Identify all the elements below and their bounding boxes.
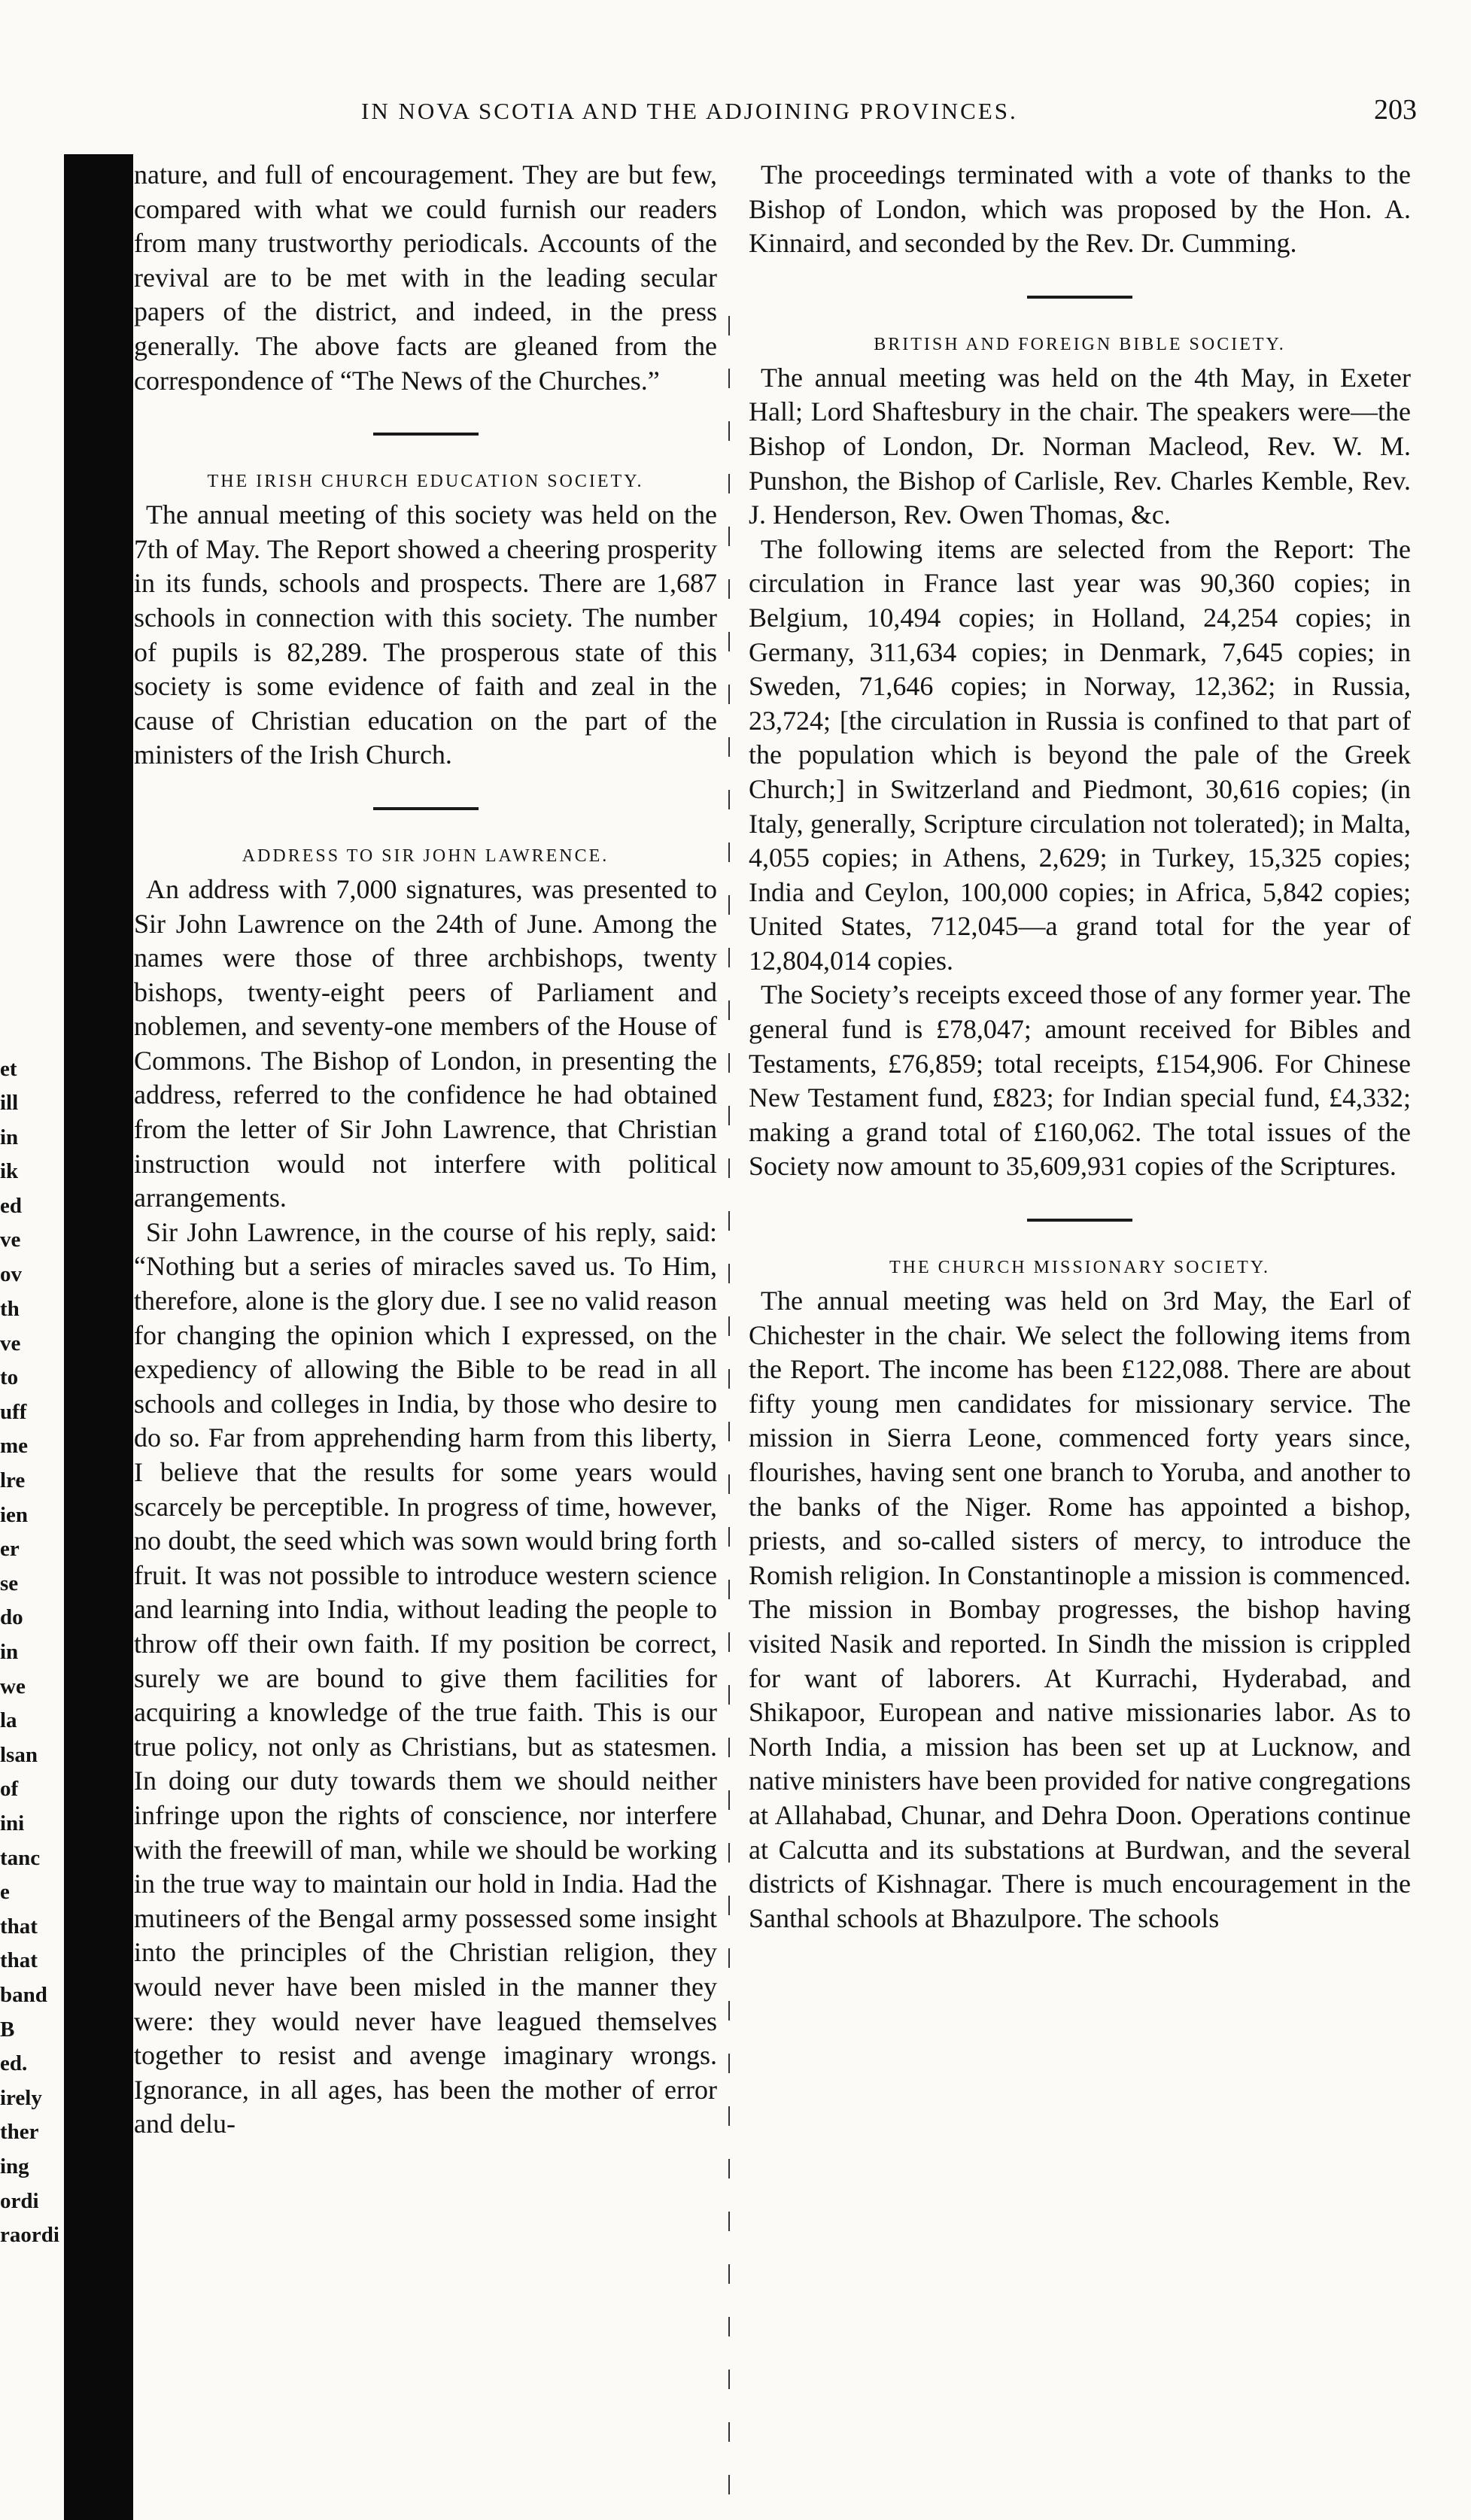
section-rule — [1027, 296, 1132, 299]
bleed-fragment: lre — [0, 1468, 26, 1492]
section-rule — [373, 433, 479, 436]
bleed-fragment: that — [0, 1914, 38, 1939]
paragraph: The following items are selected from the Report: The circulation in France last year was 90,360 copies; in Belgium, 10,494 copies; in Holland, 24,254 copies; in Germany, 311,634 copies; in Denmark, 7,645 copies; in Sweden, 71,646 copies; in Norway, 12,362; in Russia, 23,724; [the circulation in Russia is confined to that part of the population which is beyond the pale of the Greek Church;] in Switzerland and Piedmont, 30,616 copies; (in Italy, generally, Scripture circulation not tolerated); in Malta, 4,055 copies; in Athens, 2,629; in Turkey, 15,325 copies; India and Ceylon, 100,000 copies; in Africa, 5,842 copies; United States, 712,045—a grand total for the year of 12,804,014 copies. — [749, 533, 1411, 976]
bleed-fragment: ed. — [0, 2051, 28, 2075]
bleed-fragment: uff — [0, 1400, 27, 1424]
bleed-fragment: me — [0, 1434, 29, 1458]
bleed-fragment: la — [0, 1708, 17, 1732]
bleed-fragment: se — [0, 1571, 19, 1595]
section-rule — [1027, 1219, 1132, 1222]
section-heading: THE CHURCH MISSIONARY SOCIETY. — [889, 1258, 1271, 1278]
left-column — [134, 158, 717, 2142]
section-heading: THE IRISH CHURCH EDUCATION SOCIETY. — [207, 472, 644, 492]
paragraph: The annual meeting was held on 3rd May, the Earl of Chichester in the chair. We select the following items from the Report. The income has been £122,088. There are about fifty young men candidates for missionary service. The mission in Sierra Leone, commenced forty years since, flourishes, having sent one branch to Yoruba, and another to the banks of the Niger. Rome has appointed a bishop, priests, and so-called sisters of mercy, to introduce the Romish religion. In Constantinople a mission is commenced. The mission in Bombay progresses, the bishop having visited Nasik and reported. In Sindh the mission is crippled for want of laborers. At Kurrachi, Hyderabad, and Shikapoor, European and native missionaries labor. As to North India, a mission has been set up at Lucknow, and native ministers have been provided for native congregations at Allahabad, Chunar, and Dehra Doon. Operations continue at Calcutta and its substations at Burdwan, and the several districts of Kishnagar. There is much encouragement in the Santhal schools at Bhazulpore. The schools — [749, 1286, 1411, 1933]
paragraph: The annual meeting was held on the 4th May, in Exeter Hall; Lord Shaftesbury in the chair. The speakers were—the Bishop of London, Dr. Norman Macleod, Rev. W. M. Punshon, the Bishop of Carlisle, Rev. Charles Kemble, Rev. J. Henderson, Rev. Owen Thomas, &c. — [749, 362, 1411, 530]
bleed-fragment: ve — [0, 1331, 21, 1356]
bleed-fragment: e — [0, 1880, 10, 1904]
page-number: 203 — [1374, 94, 1417, 126]
bleed-fragment: ed — [0, 1194, 22, 1218]
paragraph: An address with 7,000 signatures, was presented to Sir John Lawrence on the 24th of June. Among the names were those of three archbishops, twenty bishops, twenty-eight peers of Parliament and noblemen, and seventy-one members of the House of Commons. The Bishop of London, in presenting the address, referred to the confidence he had obtained from the letter of Sir John Lawrence, that Christian instruction would not interfere with political arrangements. — [134, 873, 717, 1213]
paragraph: The proceedings terminated with a vote of thanks to the Bishop of London, which was proposed by the Hon. A. Kinnaird, and seconded by the Rev. Dr. Cumming. — [749, 159, 1411, 259]
bleed-fragment: in — [0, 1125, 19, 1149]
binding-gutter — [64, 154, 133, 2520]
bleed-fragment: do — [0, 1605, 23, 1629]
bleed-fragment: et — [0, 1057, 17, 1081]
bleed-fragment: th — [0, 1297, 20, 1321]
bleed-fragment: tanc — [0, 1846, 41, 1870]
section-heading: BRITISH AND FOREIGN BIBLE SOCIETY. — [874, 334, 1286, 354]
bleed-fragment: ve — [0, 1228, 21, 1252]
bleed-fragment: of — [0, 1777, 19, 1801]
bleed-fragment: band — [0, 1983, 47, 2007]
bleed-fragment: irely — [0, 2086, 42, 2110]
running-head: IN NOVA SCOTIA AND THE ADJOINING PROVINCES. — [361, 98, 1018, 124]
bleed-fragment: ini — [0, 1811, 25, 1835]
bleed-fragment: er — [0, 1537, 20, 1561]
paragraph: The Society’s receipts exceed those of any former year. The general fund is £78,047; amount received for Bibles and Testaments, £76,859; total receipts, £154,906. For Chinese New Testament fund, £823; for Indian special fund, £4,332; making a grand total of £160,062. The total issues of the Society now amount to 35,609,931 copies of the Scriptures. — [749, 979, 1411, 1182]
bleed-fragment: ther — [0, 2120, 39, 2144]
bleed-fragment: that — [0, 1948, 38, 1972]
bleed-fragment: B — [0, 2018, 15, 2042]
paragraph: The annual meeting of this society was held on the 7th of May. The Report showed a cheering prosperity in its funds, schools and prospects. There are 1,687 schools in connection with this society. The number of pupils is 82,289. The prosperous state of this society is some evidence of faith and zeal in the cause of Christian education on the part of the ministers of the Irish Church. — [134, 499, 717, 770]
bleed-fragment: ing — [0, 2154, 29, 2178]
bleed-fragment: raordi — [0, 2223, 59, 2247]
bleed-fragment: ien — [0, 1503, 29, 1527]
right-column — [749, 158, 1411, 1936]
bleed-fragment: ik — [0, 1159, 19, 1183]
paragraph: Sir John Lawrence, in the course of his reply, said: “Nothing but a series of miracles saved us. To Him, therefore, alone is the glory due. I see no valid reason for changing the opinion which I expressed, on the expediency of allowing the Bible to be read in all schools and colleges in India, by those who desire to do so. Far from apprehending harm from this liberty, I believe that the results for some years would scarcely be perceptible. In progress of time, however, no doubt, the seed which was sown would bring forth fruit. It was not possible to introduce western science and learning into India, without leading the people to throw off their own faith. If my position be correct, surely we are bound to give them facilities for acquiring a knowledge of the true faith. This is our true policy, not only as Christians, but as statesmen. In doing our duty towards them we should neither infringe upon the rights of conscience, nor interfere with the freewill of man, while we should be working in the true way to maintain our hold in India. Had the mutineers of the Bengal army possessed some insight into the principles of the Christian religion, they would never have been misled in the manner they were: they would never have leagued themselves together to resist and avenge imaginary wrongs. Ignorance, in all ages, has been the mother of error and delu- — [134, 1216, 717, 2139]
bleed-fragment: ordi — [0, 2189, 39, 2213]
section-heading: ADDRESS TO SIR JOHN LAWRENCE. — [242, 846, 609, 866]
bleed-fragment: in — [0, 1640, 19, 1664]
column-divider — [728, 316, 730, 2497]
bleed-fragment: we — [0, 1674, 26, 1699]
bleed-fragment: ill — [0, 1091, 19, 1115]
bleed-fragment: to — [0, 1365, 19, 1389]
bleed-fragment: lsan — [0, 1743, 38, 1767]
section-rule — [373, 807, 479, 810]
bleed-fragment: ov — [0, 1262, 22, 1286]
paragraph: nature, and full of encouragement. They are but few, compared with what we could furnish our readers from many trustworthy periodicals. Accounts of the revival are to be met with in the leading secular papers of the district, and indeed, in the press generally. The above facts are gleaned from the correspondence of “The News of the Churches.” — [134, 159, 717, 396]
